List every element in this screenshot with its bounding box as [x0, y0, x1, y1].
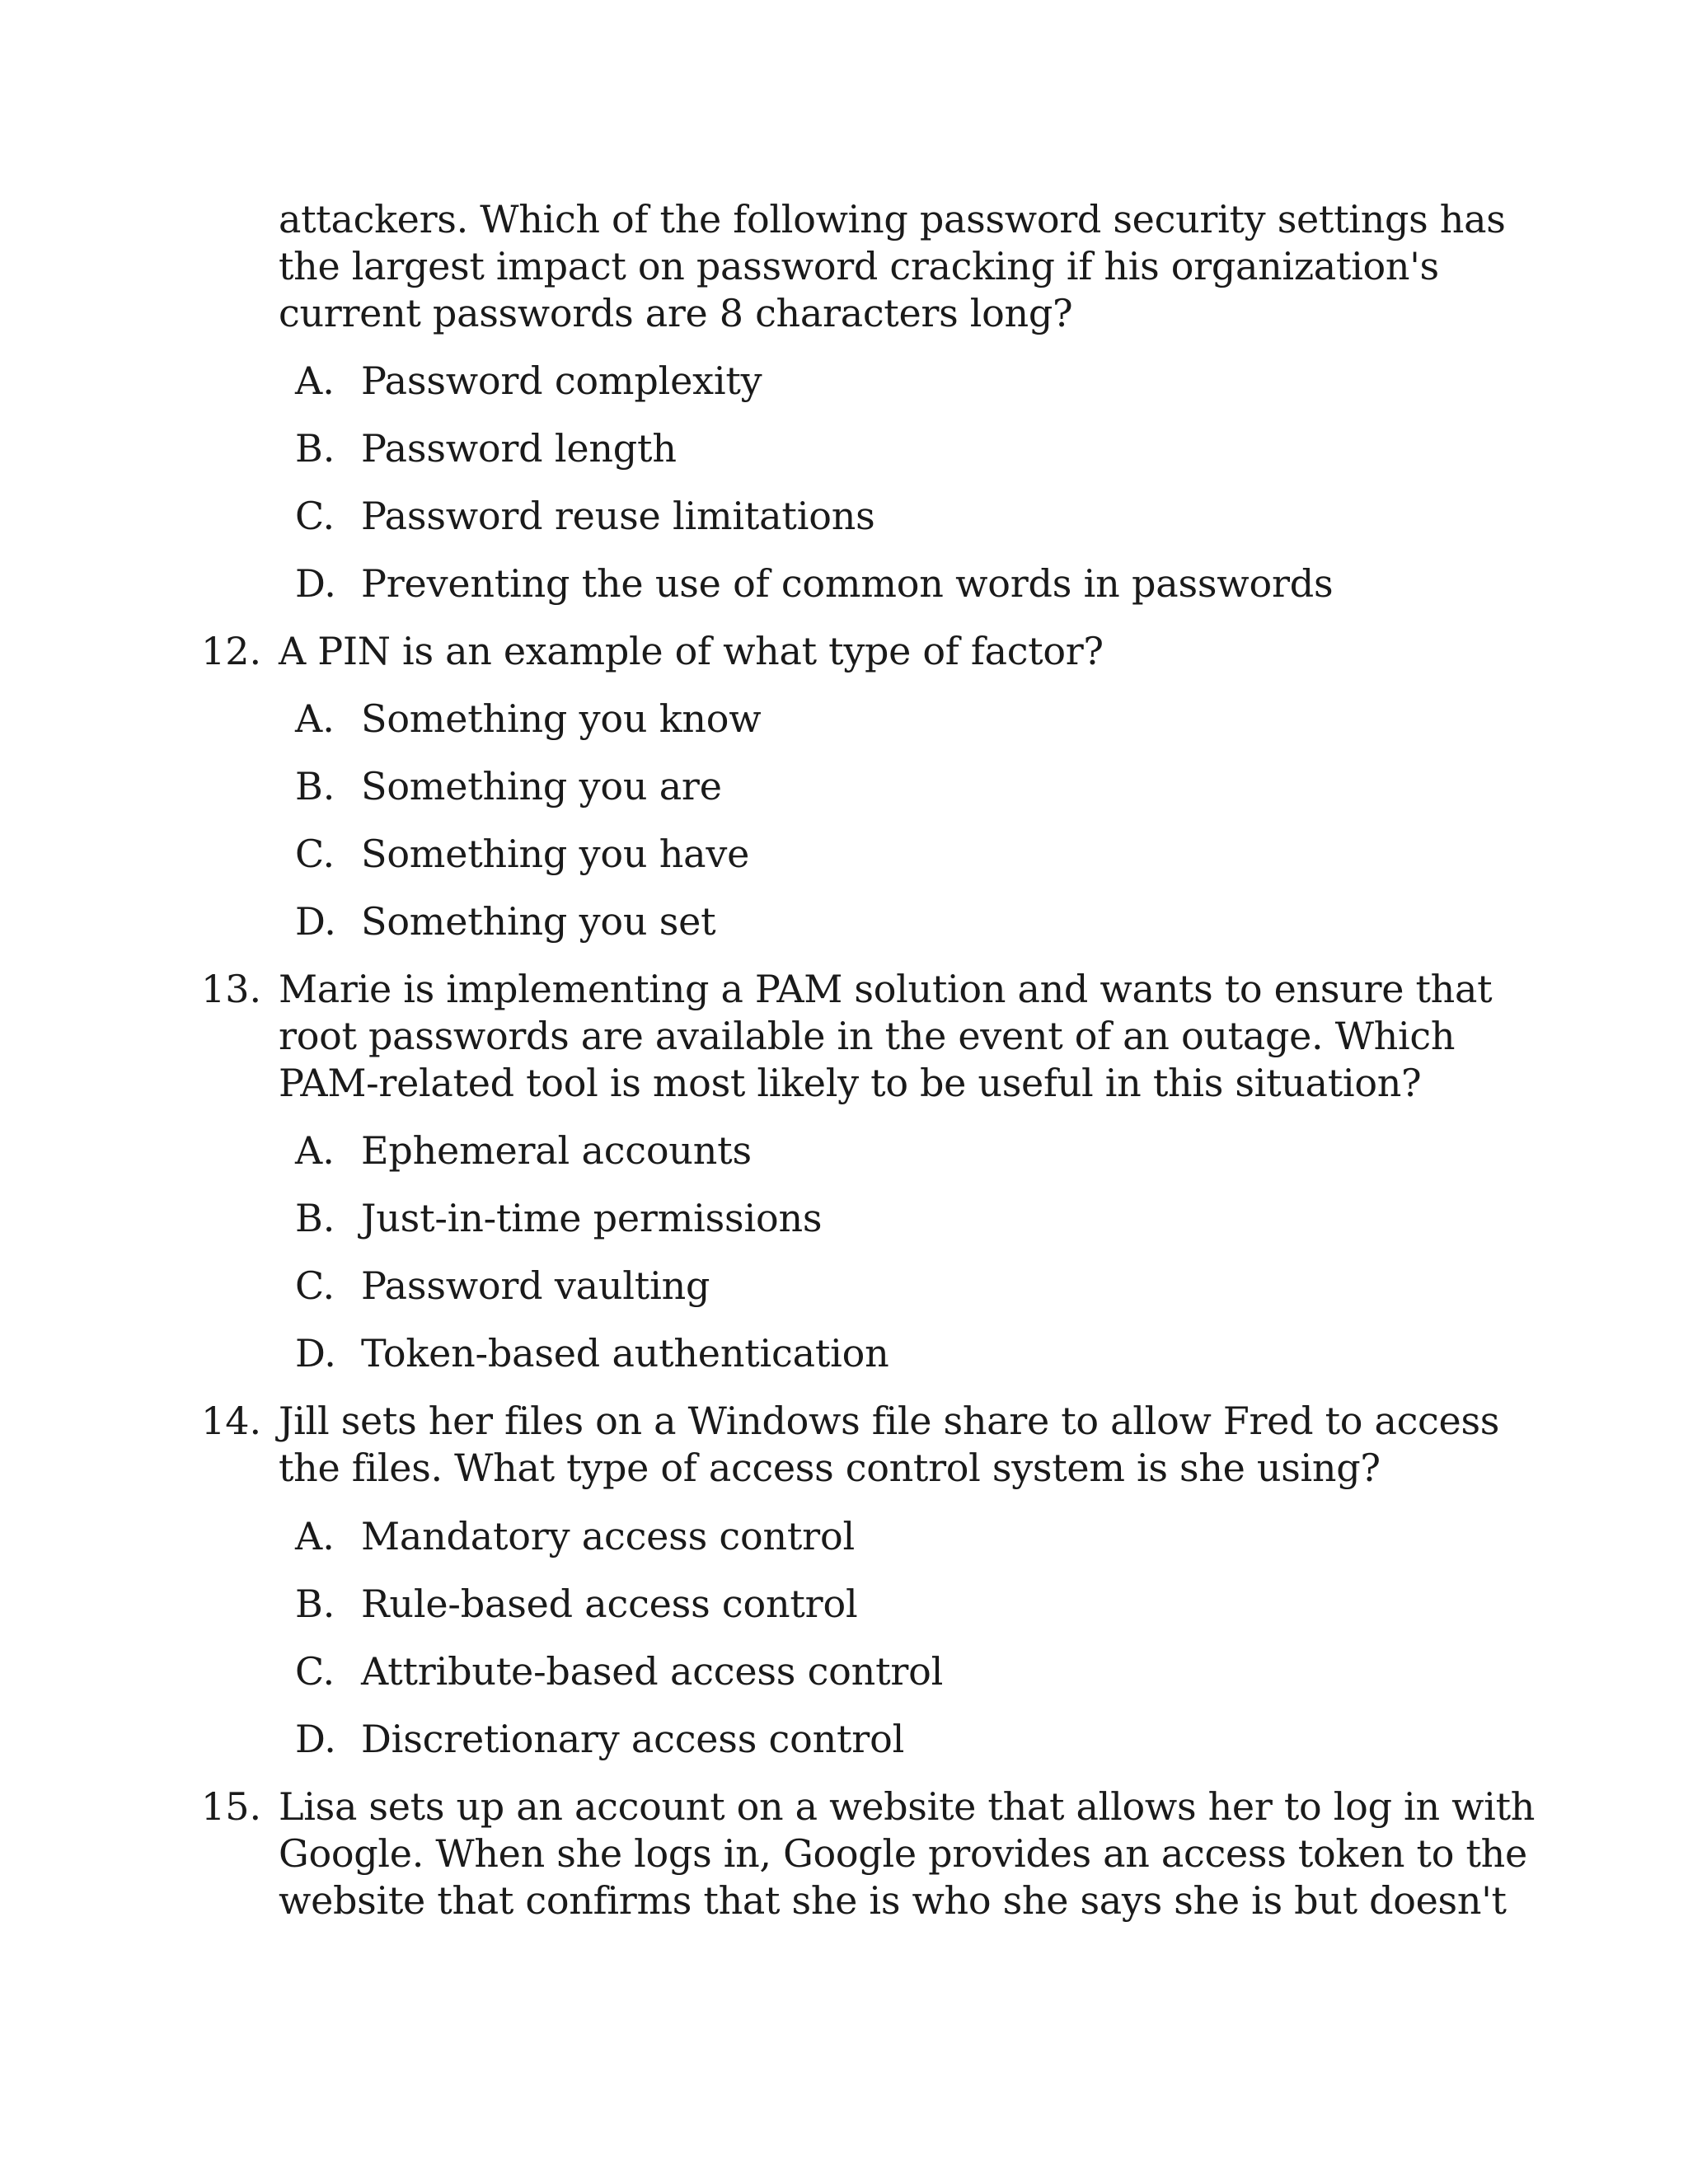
option-letter: B. — [295, 764, 335, 808]
question-12-stem — [279, 628, 1104, 675]
question-14-number: 14. — [201, 1399, 262, 1443]
stem-line: current passwords are 8 characters long? — [279, 291, 1073, 335]
option-text: Just-in-time permissions — [361, 1196, 823, 1240]
option-text: Ephemeral accounts — [361, 1128, 752, 1173]
option-letter: A. — [295, 696, 335, 741]
option-letter: C. — [295, 832, 335, 876]
question-12-number: 12. — [201, 629, 262, 673]
option-text: Something you are — [361, 764, 722, 808]
option-text: Attribute-based access control — [361, 1649, 944, 1694]
stem-line: the largest impact on password cracking if his organization's — [279, 244, 1439, 288]
option-letter: C. — [295, 1649, 335, 1694]
stem-line: Google. When she logs in, Google provides an access token to the — [279, 1831, 1527, 1876]
option-letter: D. — [295, 561, 336, 606]
option-letter: B. — [295, 1196, 335, 1240]
option-letter: D. — [295, 1331, 336, 1376]
option-text: Preventing the use of common words in passwords — [361, 561, 1334, 606]
stem-line: Marie is implementing a PAM solution and wants to ensure that — [279, 967, 1493, 1011]
stem-line: attackers. Which of the following password security settings has — [279, 197, 1506, 241]
question-11-stem — [279, 196, 1506, 337]
stem-line: Jill sets her files on a Windows file share to allow Fred to access — [279, 1399, 1500, 1443]
question-13-stem — [279, 966, 1492, 1107]
question-14-stem — [279, 1398, 1499, 1492]
stem-line: the files. What type of access control system is she using? — [279, 1446, 1381, 1490]
stem-line: website that confirms that she is who she says she is but doesn't — [279, 1878, 1507, 1923]
option-text: Discretionary access control — [361, 1717, 905, 1761]
option-letter: B. — [295, 426, 335, 471]
option-text: Password length — [361, 426, 677, 471]
stem-line: PAM-related tool is most likely to be useful in this situation? — [279, 1061, 1422, 1105]
option-text: Something you set — [361, 899, 716, 944]
option-letter: C. — [295, 494, 335, 538]
question-13-number: 13. — [201, 967, 262, 1011]
stem-line: root passwords are available in the event of an outage. Which — [279, 1014, 1456, 1058]
option-text: Mandatory access control — [361, 1514, 855, 1558]
option-letter: D. — [295, 1717, 336, 1761]
option-letter: C. — [295, 1263, 335, 1308]
option-letter: D. — [295, 899, 336, 944]
option-letter: A. — [295, 359, 335, 403]
stem-line: A PIN is an example of what type of factor? — [279, 629, 1104, 673]
question-15-stem — [279, 1783, 1535, 1924]
option-letter: B. — [295, 1582, 335, 1626]
option-letter: A. — [295, 1128, 335, 1173]
option-text: Password vaulting — [361, 1263, 710, 1308]
option-text: Password complexity — [361, 359, 762, 403]
option-text: Token-based authentication — [361, 1331, 889, 1376]
option-text: Something you have — [361, 832, 750, 876]
stem-line: Lisa sets up an account on a website that allows her to log in with — [279, 1784, 1536, 1829]
option-text: Something you know — [361, 696, 762, 741]
question-15-number: 15. — [201, 1784, 262, 1829]
option-text: Rule-based access control — [361, 1582, 858, 1626]
option-text: Password reuse limitations — [361, 494, 875, 538]
option-letter: A. — [295, 1514, 335, 1558]
